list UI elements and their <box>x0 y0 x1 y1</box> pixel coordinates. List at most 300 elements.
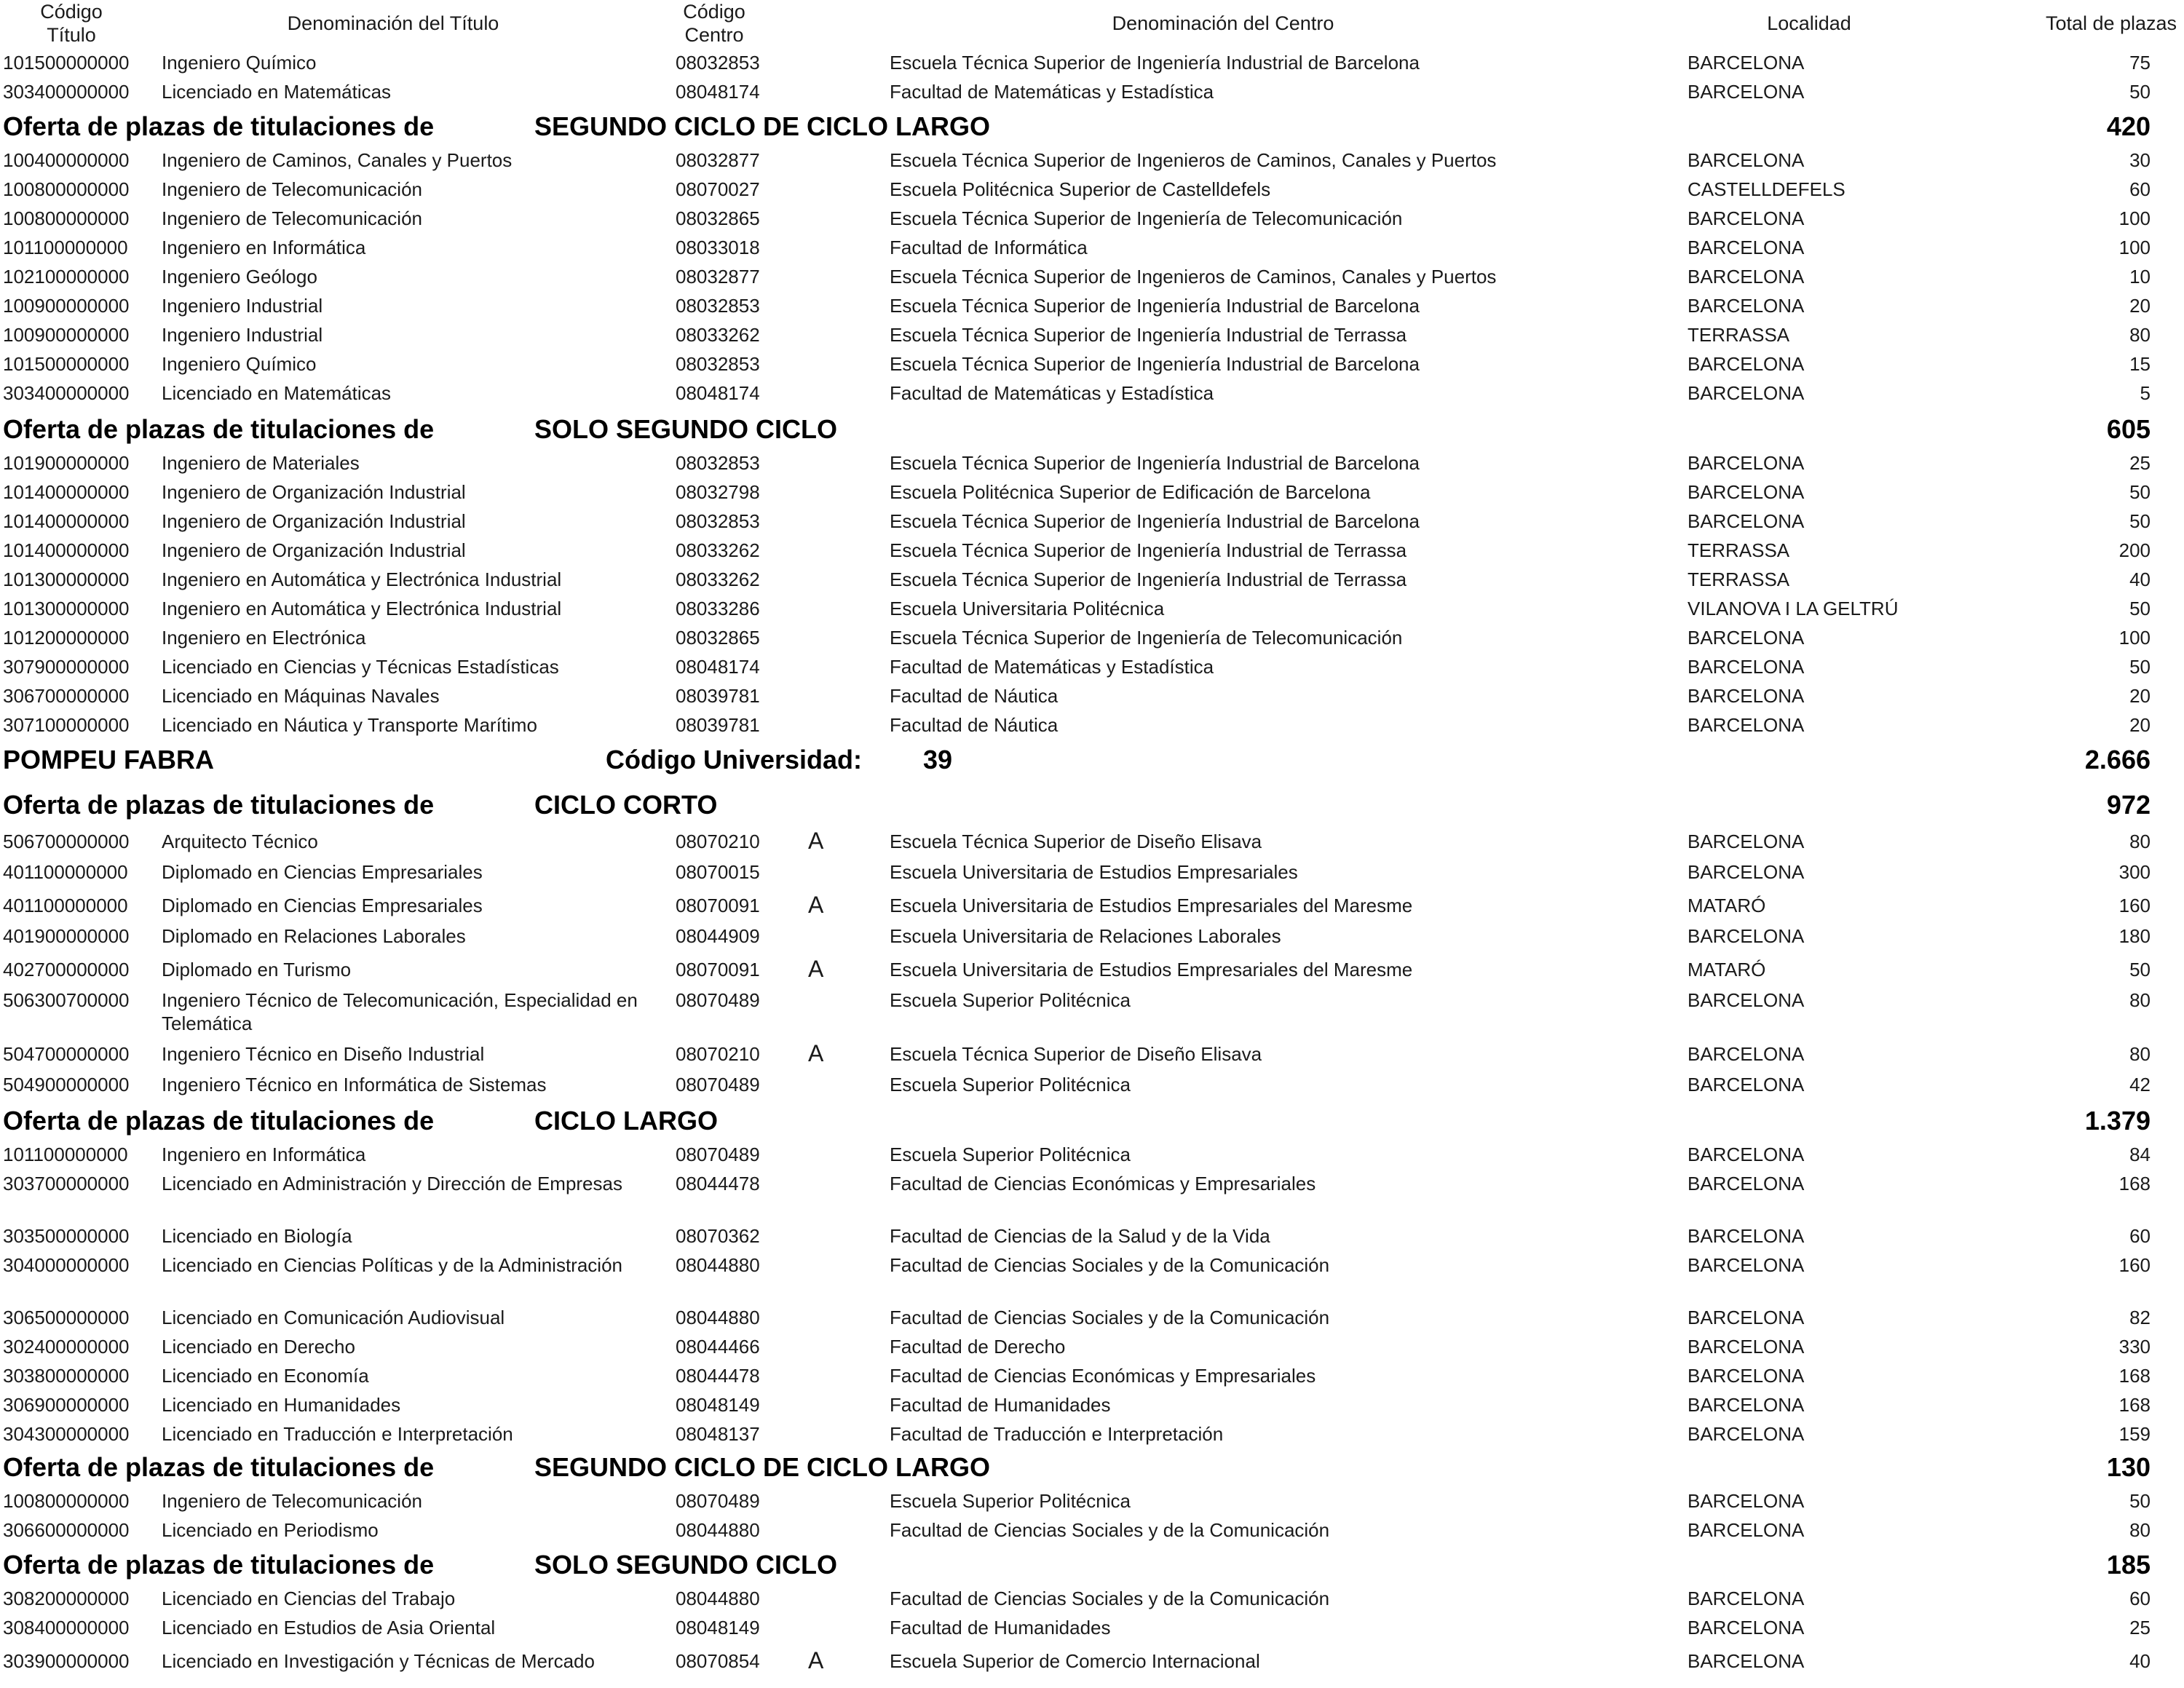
centro-denominacion: Facultad de Derecho <box>890 1336 1066 1358</box>
adscrito-mark: A <box>808 828 824 854</box>
adscrito-mark: A <box>808 956 824 982</box>
centro-denominacion: Facultad de Ciencias Sociales y de la Comunicación <box>890 1307 1330 1328</box>
header-total-plazas: Total de plazas <box>2045 12 2177 34</box>
localidad: BARCELONA <box>1688 1519 1805 1541</box>
table-row <box>0 1042 2184 1071</box>
table-row <box>0 1649 2184 1679</box>
localidad: TERRASSA <box>1688 568 1790 590</box>
titulo-codigo: 303900000000 <box>3 1650 130 1672</box>
centro-denominacion: Escuela Universitaria de Estudios Empresariales <box>890 861 1298 883</box>
adscrito-mark: A <box>808 892 824 918</box>
centro-codigo: 08039781 <box>676 714 760 736</box>
total-plazas: 30 <box>2129 149 2151 171</box>
adscrito-mark: A <box>808 1647 824 1673</box>
titulo-denominacion: Ingeniero de Materiales <box>162 452 360 474</box>
total-plazas: 50 <box>2129 1490 2151 1512</box>
table-row <box>0 713 2184 742</box>
centro-denominacion: Facultad de Náutica <box>890 685 1059 707</box>
header-denominacion-centro: Denominación del Centro <box>1112 12 1334 34</box>
section-header <box>0 413 2184 447</box>
localidad: BARCELONA <box>1688 1588 1805 1609</box>
total-plazas: 50 <box>2129 598 2151 619</box>
titulo-denominacion: Ingeniero de Organización Industrial <box>162 481 466 503</box>
centro-denominacion: Facultad de Informática <box>890 237 1088 258</box>
centro-denominacion: Facultad de Matemáticas y Estadística <box>890 656 1214 678</box>
localidad: BARCELONA <box>1688 656 1805 678</box>
titulo-denominacion: Ingeniero Químico <box>162 52 317 74</box>
localidad: VILANOVA I LA GELTRÚ <box>1688 598 1899 619</box>
localidad: BARCELONA <box>1688 1423 1805 1445</box>
header-localidad: Localidad <box>1767 12 1851 34</box>
table-row <box>0 480 2184 510</box>
total-plazas: 168 <box>2118 1394 2151 1416</box>
titulo-codigo: 303700000000 <box>3 1173 130 1194</box>
centro-codigo: 08033262 <box>676 539 760 561</box>
table-row <box>0 655 2184 684</box>
total-plazas: 100 <box>2118 237 2151 258</box>
section-header <box>0 789 2184 823</box>
table-row <box>0 265 2184 294</box>
total-plazas: 168 <box>2118 1365 2151 1387</box>
localidad: BARCELONA <box>1688 52 1805 74</box>
titulo-denominacion: Ingeniero Industrial <box>162 324 323 346</box>
total-plazas: 5 <box>2140 382 2151 404</box>
table-row <box>0 924 2184 954</box>
centro-denominacion: Escuela Politécnica Superior de Castelldefels <box>890 178 1271 200</box>
centro-codigo: 08048174 <box>676 656 760 678</box>
localidad: BARCELONA <box>1688 1307 1805 1328</box>
titulo-denominacion: Ingeniero de Organización Industrial <box>162 510 466 532</box>
titulo-denominacion: Diplomado en Turismo <box>162 959 352 980</box>
table-row <box>0 894 2184 923</box>
titulo-codigo: 101100000000 <box>3 237 128 258</box>
titulo-denominacion: Arquitecto Técnico <box>162 831 318 852</box>
table-row <box>0 236 2184 265</box>
section-total: 185 <box>2106 1550 2151 1580</box>
table-row <box>0 1393 2184 1422</box>
titulo-denominacion: Ingeniero Geólogo <box>162 266 317 288</box>
titulo-codigo: 306600000000 <box>3 1519 130 1541</box>
total-plazas: 20 <box>2129 685 2151 707</box>
centro-codigo: 08044880 <box>676 1588 760 1609</box>
header-codigo-centro: Código Centro <box>683 1 745 46</box>
centro-codigo: 08048149 <box>676 1394 760 1416</box>
total-plazas: 10 <box>2129 266 2151 288</box>
titulo-codigo: 101500000000 <box>3 52 130 74</box>
centro-codigo: 08044880 <box>676 1307 760 1328</box>
localidad: BARCELONA <box>1688 989 1805 1011</box>
table-row <box>0 1587 2184 1616</box>
titulo-codigo: 506700000000 <box>3 831 130 852</box>
centro-codigo: 08032865 <box>676 627 760 649</box>
titulo-denominacion: Licenciado en Ciencias y Técnicas Estadísticas <box>162 656 559 678</box>
titulo-denominacion: Ingeniero Técnico en Diseño Industrial <box>162 1043 485 1065</box>
centro-denominacion: Escuela Técnica Superior de Diseño Elisava <box>890 1043 1262 1065</box>
centro-denominacion: Facultad de Matemáticas y Estadística <box>890 81 1214 103</box>
university-name: POMPEU FABRA <box>3 745 215 774</box>
localidad: BARCELONA <box>1688 237 1805 258</box>
table-row <box>0 323 2184 352</box>
titulo-denominacion: Ingeniero de Telecomunicación <box>162 207 422 229</box>
centro-denominacion: Escuela Universitaria de Estudios Empresariales del Maresme <box>890 895 1413 916</box>
centro-codigo: 08033018 <box>676 237 760 258</box>
localidad: BARCELONA <box>1688 1144 1805 1165</box>
section-total: 605 <box>2106 414 2151 444</box>
localidad: BARCELONA <box>1688 81 1805 103</box>
section-label: Oferta de plazas de titulaciones de <box>3 414 435 444</box>
localidad: BARCELONA <box>1688 1336 1805 1358</box>
table-row <box>0 626 2184 655</box>
section-label: Oferta de plazas de titulaciones de <box>3 790 435 820</box>
titulo-codigo: 100800000000 <box>3 1490 130 1512</box>
titulo-codigo: 506300700000 <box>3 989 130 1011</box>
titulo-codigo: 304000000000 <box>3 1254 130 1276</box>
table-row <box>0 451 2184 480</box>
titulo-denominacion: Diplomado en Ciencias Empresariales <box>162 895 483 916</box>
table-row <box>0 80 2184 109</box>
titulo-denominacion: Ingeniero de Organización Industrial <box>162 539 466 561</box>
centro-denominacion: Escuela Superior Politécnica <box>890 1490 1131 1512</box>
localidad: BARCELONA <box>1688 1617 1805 1639</box>
table-row <box>0 1489 2184 1518</box>
table-row <box>0 1364 2184 1393</box>
centro-codigo: 08032853 <box>676 452 760 474</box>
table-row <box>0 1422 2184 1451</box>
titulo-codigo: 101300000000 <box>3 598 130 619</box>
total-plazas: 50 <box>2129 510 2151 532</box>
titulo-denominacion: Ingeniero en Informática <box>162 1144 366 1165</box>
localidad: BARCELONA <box>1688 714 1805 736</box>
titulo-codigo: 100400000000 <box>3 149 130 171</box>
centro-denominacion: Escuela Politécnica Superior de Edificación de Barcelona <box>890 481 1371 503</box>
total-plazas: 50 <box>2129 481 2151 503</box>
titulo-codigo: 504900000000 <box>3 1074 130 1095</box>
table-row <box>0 1073 2184 1102</box>
section-type: CICLO CORTO <box>534 790 718 820</box>
total-plazas: 20 <box>2129 714 2151 736</box>
titulo-codigo: 504700000000 <box>3 1043 130 1065</box>
titulo-denominacion: Ingeniero Técnico en Informática de Sistemas <box>162 1074 547 1095</box>
localidad: BARCELONA <box>1688 1394 1805 1416</box>
localidad: BARCELONA <box>1688 452 1805 474</box>
titulo-codigo: 302400000000 <box>3 1336 130 1358</box>
titulo-codigo: 306500000000 <box>3 1307 130 1328</box>
table-row <box>0 1616 2184 1645</box>
centro-codigo: 08070210 <box>676 831 760 852</box>
titulo-denominacion: Licenciado en Ciencias Políticas y de la Administración <box>162 1254 623 1276</box>
titulo-codigo: 101400000000 <box>3 510 130 532</box>
titulo-denominacion: Licenciado en Investigación y Técnicas de Mercado <box>162 1650 595 1672</box>
table-row <box>0 207 2184 236</box>
table-row <box>0 1518 2184 1548</box>
total-plazas: 40 <box>2129 1650 2151 1672</box>
localidad: BARCELONA <box>1688 1490 1805 1512</box>
centro-denominacion: Facultad de Ciencias de la Salud y de la Vida <box>890 1225 1270 1247</box>
localidad: BARCELONA <box>1688 149 1805 171</box>
centro-codigo: 08032798 <box>676 481 760 503</box>
titulo-denominacion: Licenciado en Matemáticas <box>162 81 392 103</box>
section-header <box>0 111 2184 144</box>
centro-codigo: 08070091 <box>676 895 760 916</box>
titulo-denominacion: Diplomado en Relaciones Laborales <box>162 925 466 947</box>
centro-denominacion: Escuela Técnica Superior de Ingeniería Industrial de Terrassa <box>890 568 1407 590</box>
titulo-denominacion: Ingeniero en Automática y Electrónica Industrial <box>162 598 562 619</box>
table-row <box>0 988 2184 1034</box>
table-row <box>0 1143 2184 1172</box>
titulo-denominacion: Diplomado en Ciencias Empresariales <box>162 861 483 883</box>
titulo-denominacion: Licenciado en Náutica y Transporte Marítimo <box>162 714 537 736</box>
localidad: MATARÓ <box>1688 895 1766 916</box>
centro-codigo: 08048174 <box>676 382 760 404</box>
titulo-denominacion: Ingeniero de Telecomunicación <box>162 1490 422 1512</box>
centro-denominacion: Facultad de Humanidades <box>890 1394 1111 1416</box>
total-plazas: 80 <box>2129 324 2151 346</box>
centro-denominacion: Facultad de Ciencias Económicas y Empresariales <box>890 1173 1316 1194</box>
total-plazas: 80 <box>2129 1043 2151 1065</box>
centro-denominacion: Escuela Universitaria de Relaciones Laborales <box>890 925 1281 947</box>
table-row <box>0 830 2184 859</box>
centro-codigo: 08044880 <box>676 1519 760 1541</box>
total-plazas: 60 <box>2129 1588 2151 1609</box>
centro-codigo: 08048174 <box>676 81 760 103</box>
section-total: 420 <box>2106 111 2151 141</box>
total-plazas: 160 <box>2118 895 2151 916</box>
table-row <box>0 568 2184 597</box>
section-type: CICLO LARGO <box>534 1106 718 1136</box>
section-header <box>0 1549 2184 1582</box>
titulo-codigo: 101100000000 <box>3 1144 128 1165</box>
table-row <box>0 294 2184 323</box>
titulo-codigo: 100800000000 <box>3 178 130 200</box>
total-plazas: 20 <box>2129 295 2151 317</box>
section-type: SEGUNDO CICLO DE CICLO LARGO <box>534 111 991 141</box>
titulo-denominacion: Licenciado en Derecho <box>162 1336 355 1358</box>
header-denominacion-titulo: Denominación del Título <box>287 12 499 34</box>
titulo-denominacion: Licenciado en Economía <box>162 1365 369 1387</box>
adscrito-mark: A <box>808 1040 824 1066</box>
total-plazas: 160 <box>2118 1254 2151 1276</box>
titulo-codigo: 101400000000 <box>3 539 130 561</box>
total-plazas: 25 <box>2129 452 2151 474</box>
localidad: TERRASSA <box>1688 324 1790 346</box>
total-plazas: 80 <box>2129 1519 2151 1541</box>
table-row <box>0 1335 2184 1364</box>
localidad: BARCELONA <box>1688 831 1805 852</box>
titulo-denominacion: Ingeniero de Telecomunicación <box>162 178 422 200</box>
centro-denominacion: Escuela Técnica Superior de Ingeniería Industrial de Barcelona <box>890 52 1420 74</box>
titulo-denominacion: Ingeniero Industrial <box>162 295 323 317</box>
centro-codigo: 08048137 <box>676 1423 760 1445</box>
titulo-codigo: 401100000000 <box>3 895 128 916</box>
titulo-codigo: 101400000000 <box>3 481 130 503</box>
centro-codigo: 08070854 <box>676 1650 760 1672</box>
total-plazas: 100 <box>2118 627 2151 649</box>
centro-codigo: 08070015 <box>676 861 760 883</box>
titulo-denominacion: Licenciado en Humanidades <box>162 1394 401 1416</box>
total-plazas: 50 <box>2129 656 2151 678</box>
centro-codigo: 08070489 <box>676 1074 760 1095</box>
centro-codigo: 08044909 <box>676 925 760 947</box>
titulo-codigo: 307100000000 <box>3 714 130 736</box>
centro-denominacion: Facultad de Traducción e Interpretación <box>890 1423 1224 1445</box>
titulo-denominacion: Licenciado en Comunicación Audiovisual <box>162 1307 505 1328</box>
table-row <box>0 1253 2184 1283</box>
table-row <box>0 1224 2184 1253</box>
titulo-codigo: 303800000000 <box>3 1365 130 1387</box>
centro-codigo: 08032865 <box>676 207 760 229</box>
centro-codigo: 08032853 <box>676 52 760 74</box>
section-total: 130 <box>2106 1452 2151 1482</box>
centro-codigo: 08039781 <box>676 685 760 707</box>
titulo-denominacion: Licenciado en Máquinas Navales <box>162 685 440 707</box>
centro-denominacion: Escuela Técnica Superior de Ingeniería Industrial de Terrassa <box>890 324 1407 346</box>
centro-codigo: 08070489 <box>676 1144 760 1165</box>
localidad: BARCELONA <box>1688 1074 1805 1095</box>
centro-codigo: 08033286 <box>676 598 760 619</box>
titulo-denominacion: Licenciado en Estudios de Asia Oriental <box>162 1617 496 1639</box>
section-label: Oferta de plazas de titulaciones de <box>3 1106 435 1136</box>
centro-codigo: 08070027 <box>676 178 760 200</box>
total-plazas: 60 <box>2129 1225 2151 1247</box>
section-total: 1.379 <box>2084 1106 2151 1136</box>
titulo-codigo: 306900000000 <box>3 1394 130 1416</box>
localidad: TERRASSA <box>1688 539 1790 561</box>
section-type: SOLO SEGUNDO CICLO <box>534 1550 838 1580</box>
section-label: Oferta de plazas de titulaciones de <box>3 1452 435 1482</box>
total-plazas: 42 <box>2129 1074 2151 1095</box>
table-row <box>0 148 2184 178</box>
total-plazas: 15 <box>2129 353 2151 375</box>
section-header <box>0 1451 2184 1485</box>
centro-codigo: 08032877 <box>676 149 760 171</box>
centro-denominacion: Escuela Universitaria de Estudios Empresariales del Maresme <box>890 959 1413 980</box>
localidad: BARCELONA <box>1688 266 1805 288</box>
total-plazas: 80 <box>2129 989 2151 1011</box>
titulo-denominacion: Licenciado en Periodismo <box>162 1519 379 1541</box>
titulo-codigo: 101500000000 <box>3 353 130 375</box>
total-plazas: 300 <box>2118 861 2151 883</box>
titulo-denominacion: Ingeniero en Automática y Electrónica Industrial <box>162 568 562 590</box>
university-header <box>0 744 2184 777</box>
centro-denominacion: Escuela Técnica Superior de Ingeniería de Telecomunicación <box>890 627 1403 649</box>
titulo-codigo: 308400000000 <box>3 1617 130 1639</box>
university-code: 39 <box>923 745 953 774</box>
titulo-codigo: 100800000000 <box>3 207 130 229</box>
table-row <box>0 684 2184 713</box>
total-plazas: 200 <box>2118 539 2151 561</box>
localidad: BARCELONA <box>1688 295 1805 317</box>
titulo-denominacion: Ingeniero Técnico de Telecomunicación, Especialidad en Telemática <box>162 989 638 1034</box>
total-plazas: 80 <box>2129 831 2151 852</box>
titulo-codigo: 402700000000 <box>3 959 130 980</box>
localidad: BARCELONA <box>1688 353 1805 375</box>
localidad: BARCELONA <box>1688 1254 1805 1276</box>
centro-denominacion: Escuela Técnica Superior de Ingeniería Industrial de Barcelona <box>890 452 1420 474</box>
centro-denominacion: Escuela Técnica Superior de Ingeniería Industrial de Barcelona <box>890 353 1420 375</box>
localidad: BARCELONA <box>1688 627 1805 649</box>
centro-codigo: 08032877 <box>676 266 760 288</box>
titulo-codigo: 303400000000 <box>3 382 130 404</box>
titulo-codigo: 100900000000 <box>3 295 130 317</box>
centro-codigo: 08044880 <box>676 1254 760 1276</box>
centro-codigo: 08070091 <box>676 959 760 980</box>
centro-denominacion: Facultad de Ciencias Sociales y de la Comunicación <box>890 1588 1330 1609</box>
table-row <box>0 510 2184 539</box>
centro-denominacion: Facultad de Ciencias Sociales y de la Comunicación <box>890 1519 1330 1541</box>
titulo-codigo: 100900000000 <box>3 324 130 346</box>
header-codigo-titulo: Código Título <box>40 1 103 46</box>
localidad: BARCELONA <box>1688 207 1805 229</box>
titulo-denominacion: Licenciado en Traducción e Interpretación <box>162 1423 513 1445</box>
centro-denominacion: Escuela Superior Politécnica <box>890 1144 1131 1165</box>
localidad: BARCELONA <box>1688 1173 1805 1194</box>
total-plazas: 168 <box>2118 1173 2151 1194</box>
titulo-denominacion: Ingeniero de Caminos, Canales y Puertos <box>162 149 513 171</box>
localidad: BARCELONA <box>1688 1225 1805 1247</box>
localidad: BARCELONA <box>1688 1650 1805 1672</box>
total-plazas: 50 <box>2129 959 2151 980</box>
total-plazas: 75 <box>2129 52 2151 74</box>
centro-denominacion: Escuela Técnica Superior de Ingeniería Industrial de Barcelona <box>890 510 1420 532</box>
titulo-denominacion: Ingeniero en Informática <box>162 237 366 258</box>
centro-codigo: 08044466 <box>676 1336 760 1358</box>
titulo-denominacion: Licenciado en Matemáticas <box>162 382 392 404</box>
titulo-denominacion: Licenciado en Administración y Dirección de Empresas <box>162 1173 622 1194</box>
localidad: BARCELONA <box>1688 382 1805 404</box>
table-row <box>0 352 2184 381</box>
localidad: BARCELONA <box>1688 1365 1805 1387</box>
table-row <box>0 1172 2184 1201</box>
titulo-codigo: 101200000000 <box>3 627 130 649</box>
centro-codigo: 08070362 <box>676 1225 760 1247</box>
total-plazas: 50 <box>2129 81 2151 103</box>
section-total: 972 <box>2106 790 2151 820</box>
centro-denominacion: Facultad de Matemáticas y Estadística <box>890 382 1214 404</box>
titulo-codigo: 303400000000 <box>3 81 130 103</box>
centro-codigo: 08070489 <box>676 1490 760 1512</box>
university-total: 2.666 <box>2084 745 2151 774</box>
centro-denominacion: Facultad de Ciencias Económicas y Empresariales <box>890 1365 1316 1387</box>
titulo-denominacion: Licenciado en Ciencias del Trabajo <box>162 1588 456 1609</box>
centro-codigo: 08033262 <box>676 324 760 346</box>
localidad: BARCELONA <box>1688 510 1805 532</box>
titulo-codigo: 102100000000 <box>3 266 130 288</box>
centro-codigo: 08033262 <box>676 568 760 590</box>
titulo-codigo: 101300000000 <box>3 568 130 590</box>
centro-codigo: 08070210 <box>676 1043 760 1065</box>
centro-codigo: 08070489 <box>676 989 760 1011</box>
titulo-codigo: 306700000000 <box>3 685 130 707</box>
centro-codigo: 08048149 <box>676 1617 760 1639</box>
centro-codigo: 08044478 <box>676 1173 760 1194</box>
section-type: SEGUNDO CICLO DE CICLO LARGO <box>534 1452 991 1482</box>
localidad: MATARÓ <box>1688 959 1766 980</box>
localidad: BARCELONA <box>1688 861 1805 883</box>
total-plazas: 40 <box>2129 568 2151 590</box>
centro-denominacion: Escuela Superior Politécnica <box>890 1074 1131 1095</box>
titulo-denominacion: Ingeniero en Electrónica <box>162 627 366 649</box>
localidad: CASTELLDEFELS <box>1688 178 1845 200</box>
total-plazas: 82 <box>2129 1307 2151 1328</box>
localidad: BARCELONA <box>1688 685 1805 707</box>
table-row <box>0 958 2184 987</box>
total-plazas: 60 <box>2129 178 2151 200</box>
section-label: Oferta de plazas de titulaciones de <box>3 1550 435 1580</box>
titulo-codigo: 401100000000 <box>3 861 128 883</box>
centro-denominacion: Escuela Técnica Superior de Ingenieros de Caminos, Canales y Puertos <box>890 266 1497 288</box>
titulo-denominacion: Ingeniero Químico <box>162 353 317 375</box>
university-code-label: Código Universidad: <box>606 745 863 774</box>
